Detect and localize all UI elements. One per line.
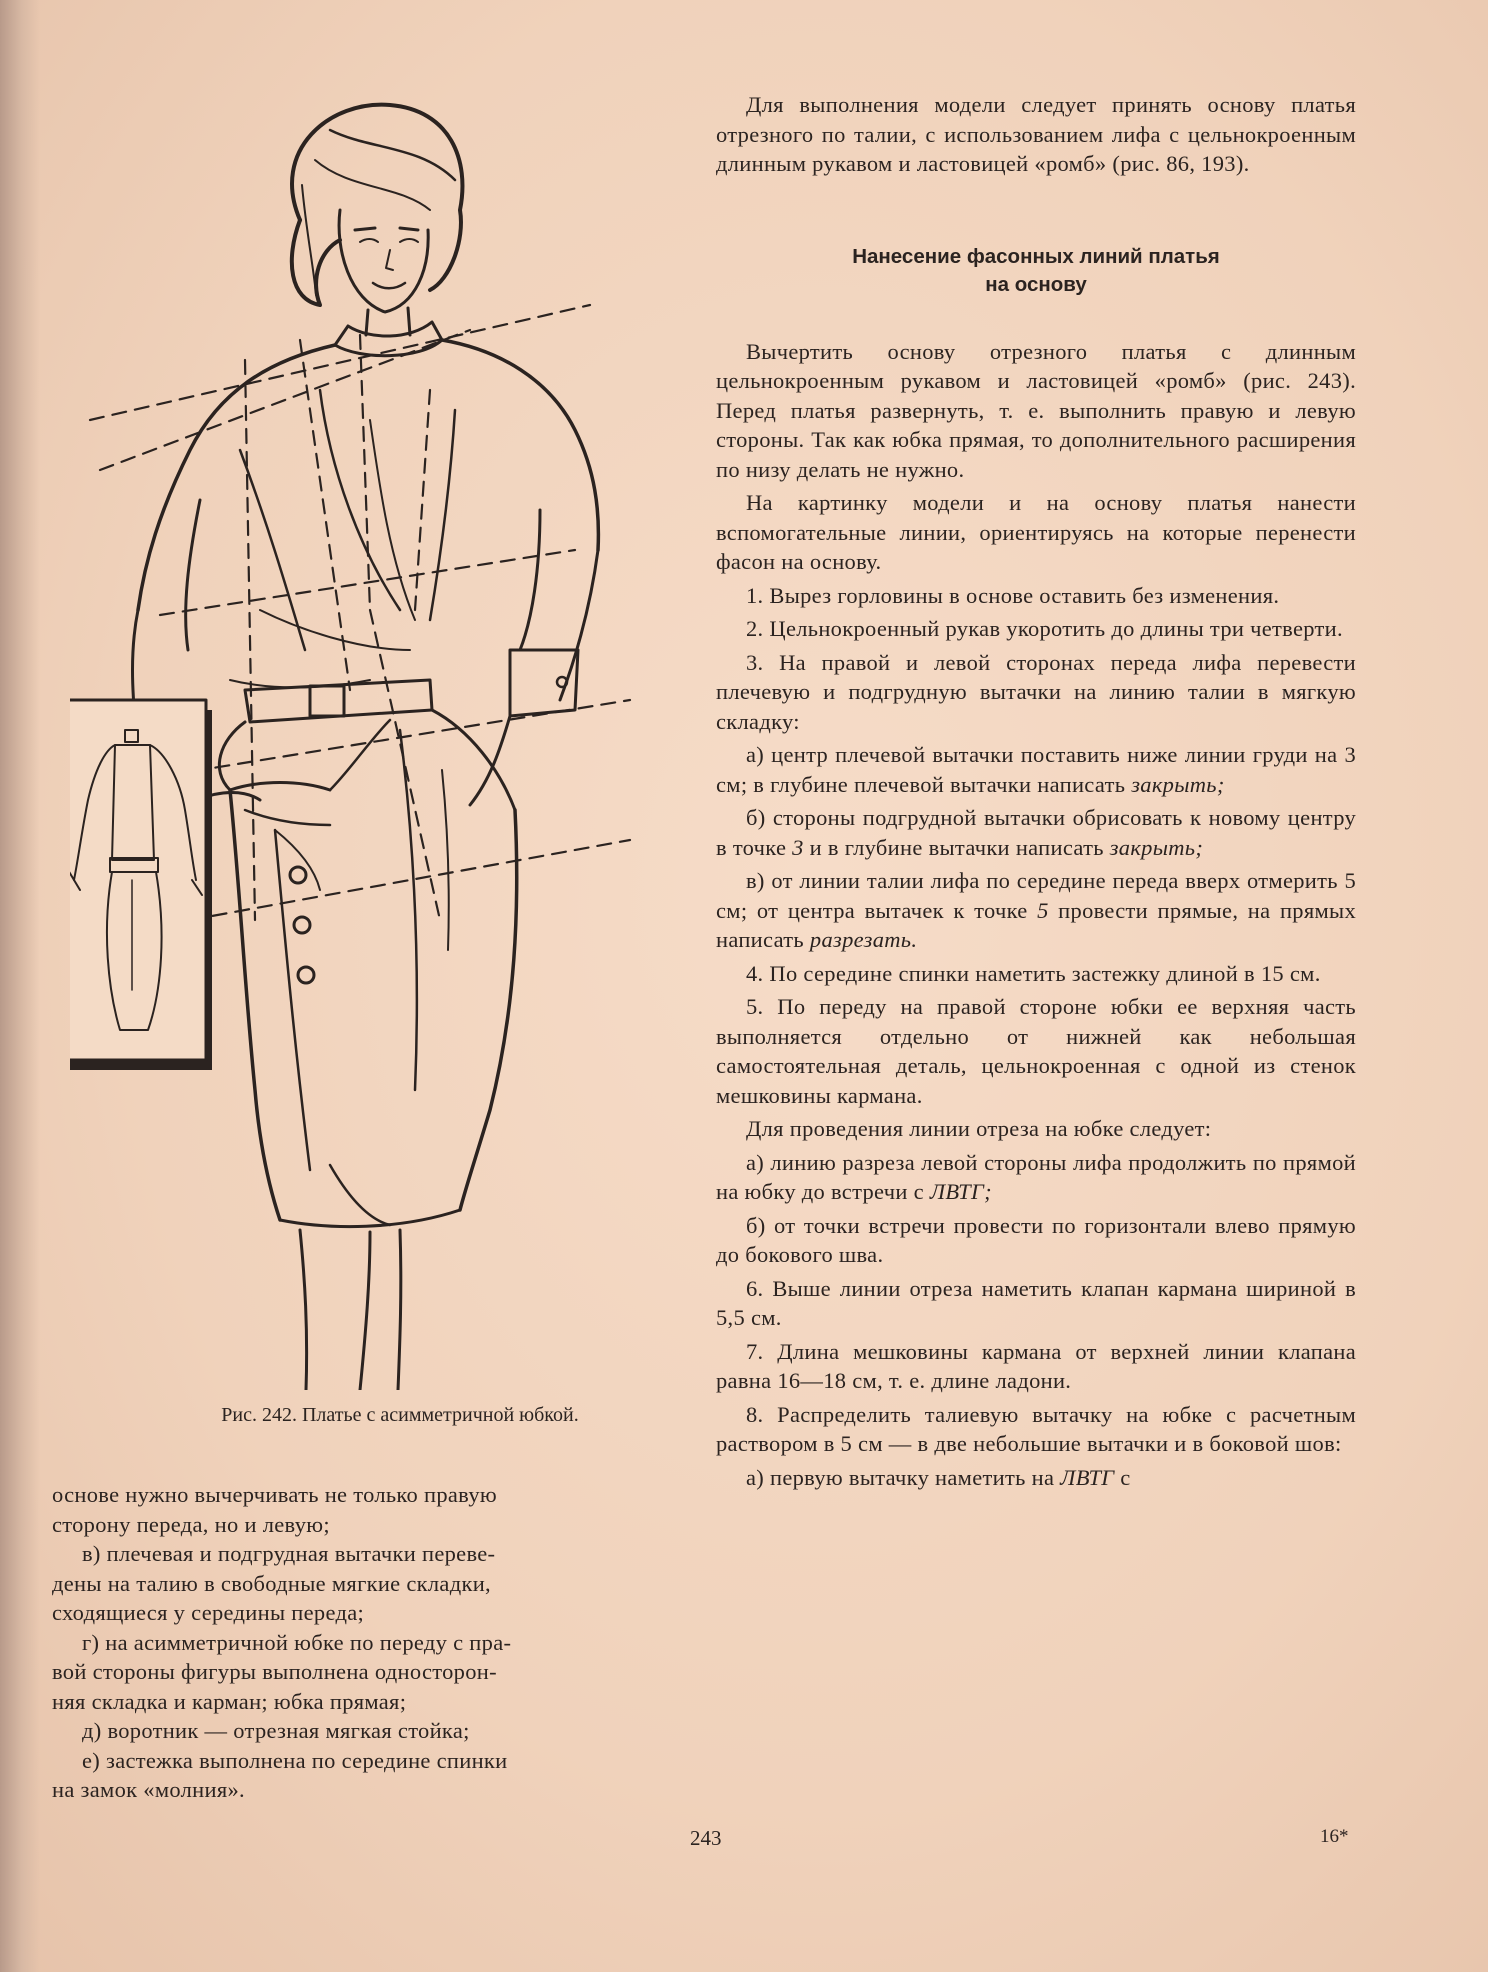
left-line: в) плечевая и подгрудная вытачки переве- xyxy=(82,1541,496,1566)
signature-mark: 16* xyxy=(1320,1826,1349,1847)
step-3c-text: в) от линии талии лифа по середине переда вверх отмерить 5 см; от центра вытачек к точке xyxy=(716,868,1356,923)
intro-paragraph: Для выполнения модели следует принять основу платья отрезного по талии, с использованием лифа с цельнокроенным длинным рукавом и ластовицей «ромб» (рис. 86, 193). xyxy=(716,92,1356,176)
section-heading xyxy=(716,243,1356,299)
step-7: 7. Длина мешковины кармана от верхней линии клапана равна 16—18 см, т. е. длине ладони. xyxy=(716,1338,1356,1393)
step-3c xyxy=(716,866,1356,955)
step-8a-tail: с xyxy=(1114,1464,1131,1490)
step-8a-italic: ЛВТГ xyxy=(1060,1464,1115,1490)
inset-figure-frame xyxy=(70,700,212,1070)
left-line: сходящиеся у середины переда; xyxy=(52,1600,365,1625)
book-gutter-shadow xyxy=(0,0,40,1972)
step-8: 8. Распределить талиевую вытачку на юбке с расчетным раствором в 5 см — в две небольшие вытачки и в боковой шов: xyxy=(716,1401,1356,1456)
left-column-text xyxy=(52,1480,692,1805)
page-number: 243 xyxy=(690,1826,722,1850)
sub-item-a-text: а) линию разреза левой стороны лифа продолжить по прямой на юбку до встречи с xyxy=(716,1149,1356,1204)
fashion-illustration xyxy=(70,90,670,1390)
step-3c-point: 5 xyxy=(1037,897,1049,923)
step-3b xyxy=(716,803,1356,862)
step-3: 3. На правой и левой сторонах переда лифа перевести плечевую и подгрудную вытачки на линию талии в мягкую складку: xyxy=(716,649,1356,734)
section-heading-line: на основу xyxy=(985,272,1087,296)
step-6: 6. Выше линии отреза наметить клапан кармана шириной в 5,5 см. xyxy=(716,1275,1356,1330)
step-3a-text: а) центр плечевой вытачки поставить ниже линии груди на 3 см; в глубине плечевой вытачки написать xyxy=(716,742,1356,797)
sub-item-a-italic: ЛВТГ; xyxy=(929,1179,992,1204)
step-3b-italic: закрыть; xyxy=(1109,834,1204,860)
step-8a xyxy=(716,1463,1356,1493)
step-3b-point: 3 xyxy=(792,834,804,860)
step-3c-italic: разрезать. xyxy=(809,927,918,952)
left-line: д) воротник — отрезная мягкая стойка; xyxy=(82,1718,470,1743)
step-1: 1. Вырез горловины в основе оставить без изменения. xyxy=(746,582,1280,608)
left-line: няя складка и карман; юбка прямая; xyxy=(52,1688,407,1714)
section-heading-line: Нанесение фасонных линий платья xyxy=(852,244,1220,268)
left-line: г) на асимметричной юбке по переду с пра- xyxy=(82,1629,512,1655)
step-5: 5. По переду на правой стороне юбки ее верхняя часть выполняется отдельно от нижней как небольшая самостоятельная деталь, цельнокроенная с одной из стенок мешковины кармана. xyxy=(716,994,1356,1108)
left-line: е) застежка выполнена по середине спинки xyxy=(82,1747,508,1773)
step-3a-italic: закрыть; xyxy=(1131,771,1225,797)
paragraph: Вычертить основу отрезного платья с длинным цельнокроенным рукавом и ластовицей «ромб» (рис. 243). Перед платья развернуть, т. е. выполнить правую и левую стороны. Так как юбка прямая, то дополнительного расширения по низу делать не нужно. xyxy=(716,338,1356,482)
right-column-text xyxy=(716,90,1356,1492)
left-line: на замок «молния». xyxy=(52,1777,245,1802)
left-line: сторону переда, но и левую; xyxy=(52,1511,330,1537)
step-3b-text: б) стороны подгрудной вытачки обрисовать к новому центру в точке xyxy=(716,805,1356,860)
step-3b-text-2: и в глубине вытачки написать xyxy=(803,834,1110,860)
figure-caption: Рис. 242. Платье с асимметричной юбкой. xyxy=(221,1404,579,1426)
step-8a-text: а) первую вытачку наметить на xyxy=(746,1464,1061,1490)
step-3c-text-2: провести прямые, на прямых написать xyxy=(716,897,1357,952)
step-4: 4. По середине спинки наметить застежку длиной в 15 см. xyxy=(746,960,1321,986)
sub-item-b: б) от точки встречи провести по горизонтали влево прямую до бокового шва. xyxy=(716,1212,1356,1267)
paragraph: На картинку модели и на основу платья нанести вспомогательные линии, ориентируясь на которые перенести фасон на основу. xyxy=(716,490,1356,574)
paragraph: Для проведения линии отреза на юбке следует: xyxy=(746,1116,1212,1141)
step-3a xyxy=(716,740,1356,799)
left-line: вой стороны фигуры выполнена односторон- xyxy=(52,1659,497,1684)
step-2: 2. Цельнокроенный рукав укоротить до длины три четверти. xyxy=(746,616,1343,641)
sub-item-a xyxy=(716,1148,1356,1207)
left-line: дены на талию в свободные мягкие складки, xyxy=(52,1570,491,1596)
left-line: основе нужно вычерчивать не только правую xyxy=(52,1482,497,1507)
